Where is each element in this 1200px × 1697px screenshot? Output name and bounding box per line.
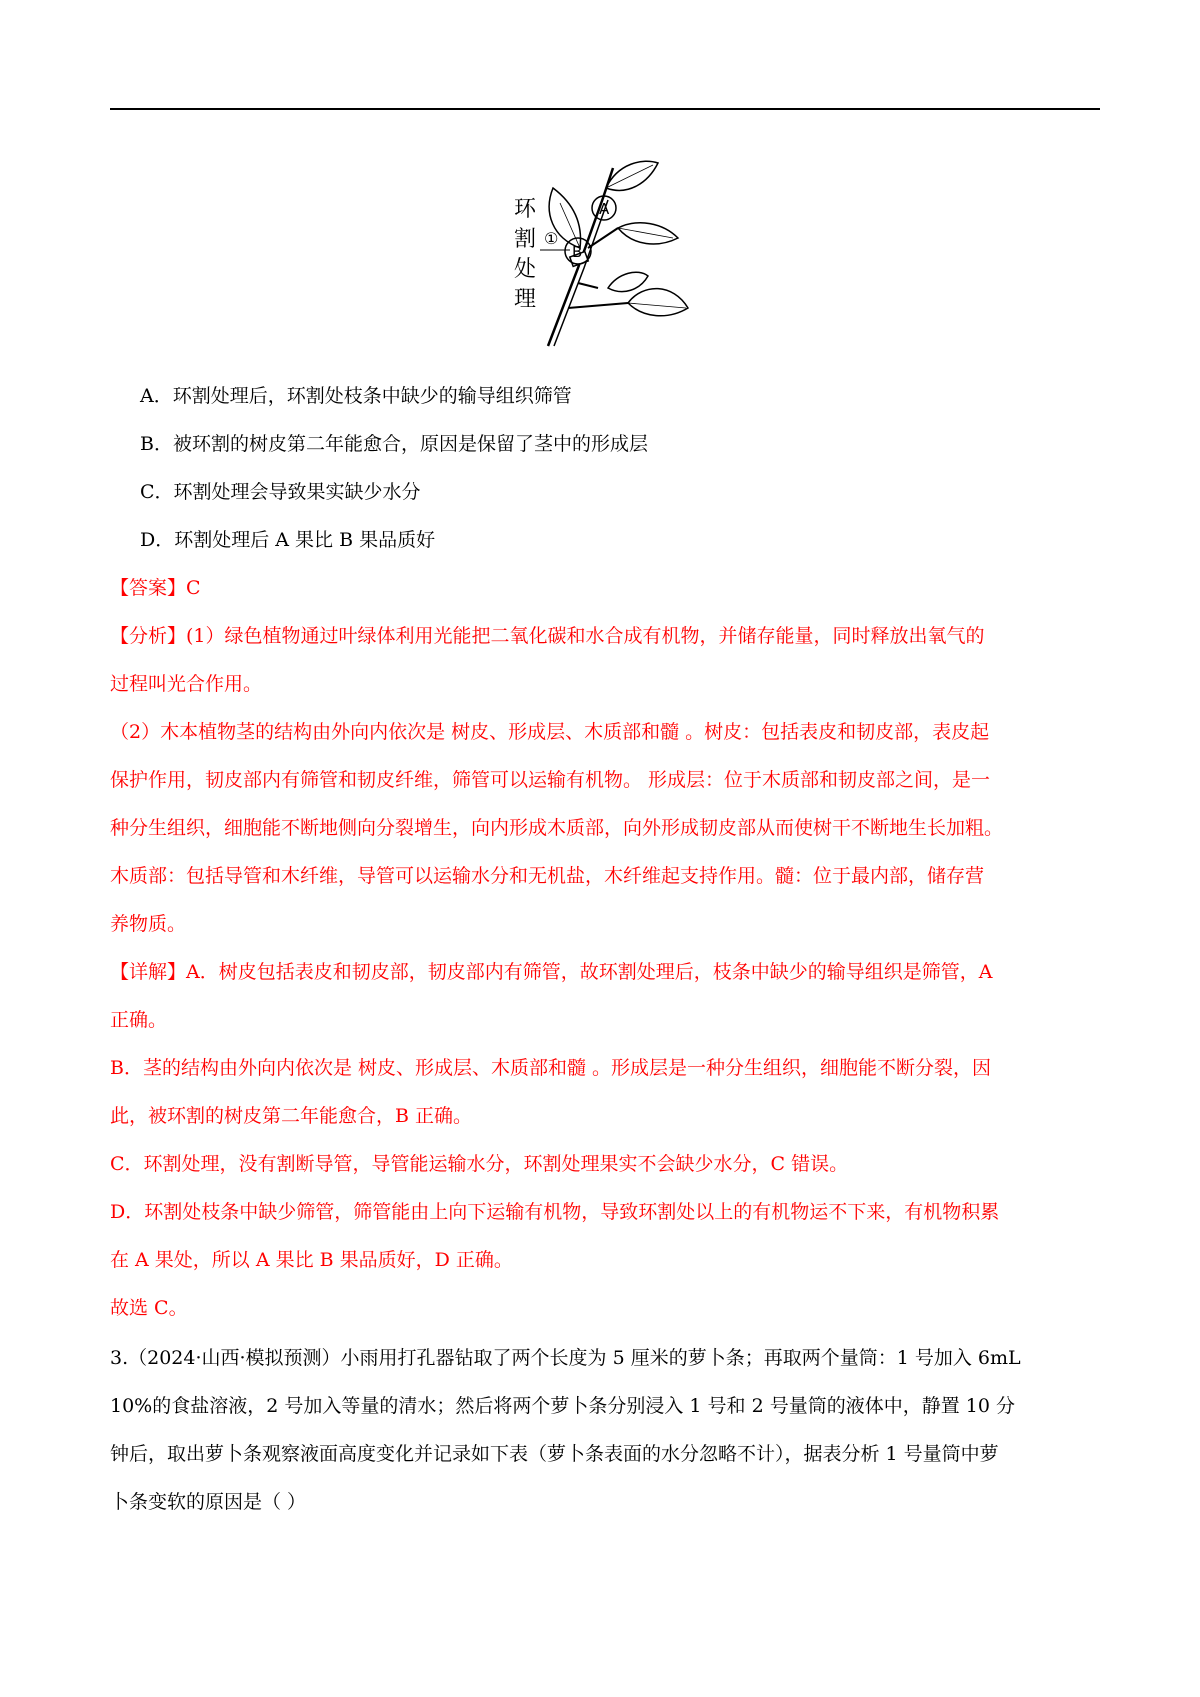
header-rule: [110, 108, 1100, 110]
conclusion-line: 故选 C。: [110, 1297, 188, 1319]
leaf-vein: [628, 303, 686, 308]
analysis-line: 【分析】(1）绿色植物通过叶绿体利用光能把二氧化碳和水合成有机物，并储存能量，同时释放出氧气的: [110, 625, 985, 647]
fruit-a-label: A: [599, 200, 610, 218]
option-c: C．环割处理会导致果实缺少水分: [140, 481, 421, 503]
analysis-line: 保护作用，韧皮部内有筛管和韧皮纤维，筛管可以运输有机物。 形成层：位于木质部和韧皮部之间，是一: [110, 769, 991, 791]
question3-line: 3.（2024·山西·模拟预测）小雨用打孔器钻取了两个长度为 5 厘米的萝卜条；再取两个量筒：1 号加入 6mL: [110, 1347, 1021, 1369]
leaf: [606, 161, 658, 190]
branch: [568, 303, 628, 308]
analysis-line: 木质部：包括导管和木纤维，导管可以运输水分和无机盐，木纤维起支持作用。髓：位于最内部，储存营: [110, 865, 985, 887]
detail-line: C．环割处理，没有割断导管，导管能运输水分，环割处理果实不会缺少水分，C 错误。: [110, 1153, 849, 1175]
analysis-line: 养物质。: [110, 913, 187, 935]
detail-line: 【详解】A．树皮包括表皮和韧皮部，韧皮部内有筛管，故环割处理后，枝条中缺少的输导组织是筛管，A: [110, 961, 993, 983]
figure-label-char: 割: [514, 227, 537, 252]
figure-label-char: 理: [514, 287, 537, 312]
leaf: [628, 289, 688, 316]
detail-line: D．环割处枝条中缺少筛管，筛管能由上向下运输有机物，导致环割处以上的有机物运不下来，有机物积累: [110, 1201, 1000, 1223]
option-d: D．环割处理后 A 果比 B 果品质好: [140, 529, 436, 551]
question3-line: 10%的食盐溶液，2 号加入等量的清水；然后将两个萝卜条分别浸入 1 号和 2 号量筒的液体中，静置 10 分: [110, 1395, 1015, 1417]
figure-label-char: 环: [514, 197, 537, 222]
analysis-line: （2）木本植物茎的结构由外向内依次是 树皮、形成层、木质部和髓 。树皮：包括表皮和韧皮部，表皮起: [110, 721, 990, 743]
girdling-plant-figure: [508, 158, 698, 348]
question3-line: 钟后，取出萝卜条观察液面高度变化并记录如下表（萝卜条表面的水分忽略不计），据表分析 1 号量筒中萝: [110, 1443, 999, 1465]
detail-line: B．茎的结构由外向内依次是 树皮、形成层、木质部和髓 。形成层是一种分生组织，细胞能不断分裂，因: [110, 1057, 992, 1079]
marker-1: ①: [544, 229, 559, 248]
leaf: [608, 272, 648, 291]
figure-label-char: 处: [514, 257, 537, 282]
answer-line: 【答案】C: [110, 577, 201, 599]
detail-line: 正确。: [110, 1009, 168, 1031]
question3-line: 卜条变软的原因是（ ）: [110, 1491, 307, 1513]
detail-line: 在 A 果处，所以 A 果比 B 果品质好，D 正确。: [110, 1249, 513, 1271]
stem-edge: [554, 200, 608, 346]
fruit-b-label: B: [572, 243, 583, 261]
analysis-line: 种分生组织，细胞能不断地侧向分裂增生，向内形成木质部，向外形成韧皮部从而使树干不断地生长加粗。: [110, 817, 1004, 839]
analysis-line: 过程叫光合作用。: [110, 673, 263, 695]
detail-line: 此，被环割的树皮第二年能愈合，B 正确。: [110, 1105, 473, 1127]
option-b: B．被环割的树皮第二年能愈合，原因是保留了茎中的形成层: [140, 433, 648, 455]
option-a: A．环割处理后，环割处枝条中缺少的输导组织筛管: [140, 385, 572, 407]
branch: [578, 283, 598, 288]
